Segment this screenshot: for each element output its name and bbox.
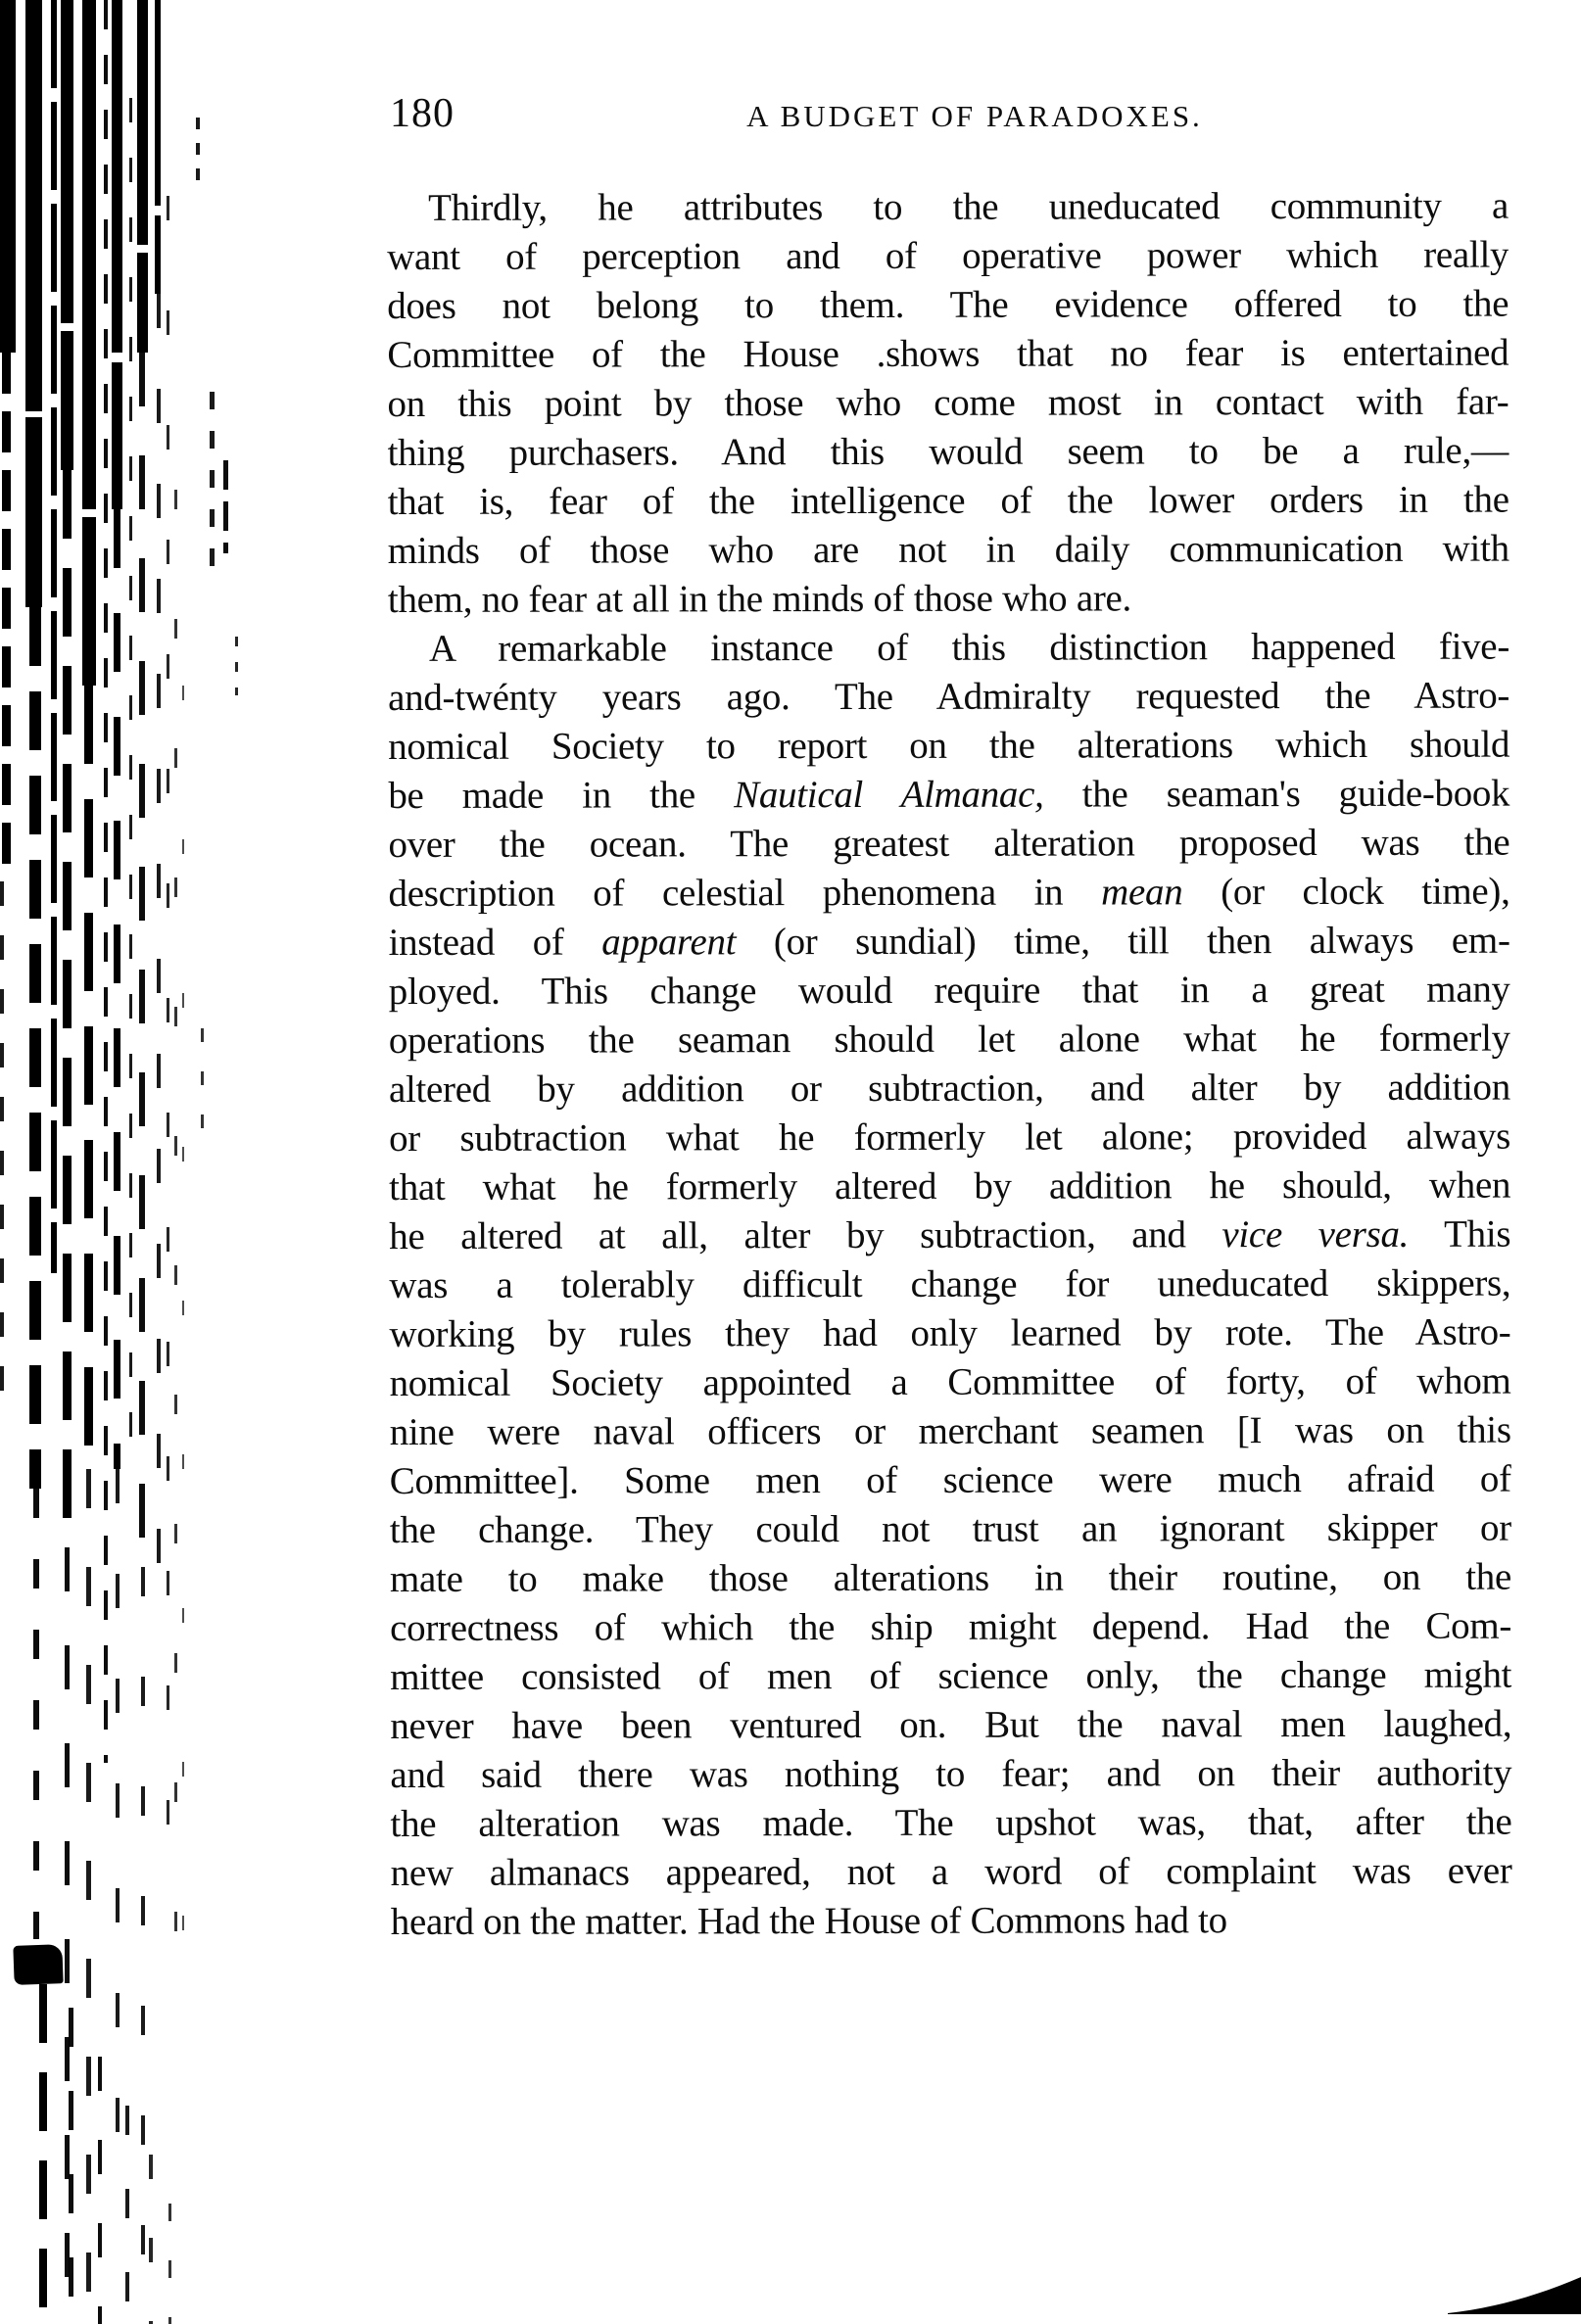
text-run: on this point by those who come most in contact with far- (387, 380, 1509, 425)
text-run: nomical Society appointed a Committee of forty, of whom (389, 1359, 1511, 1404)
text-run: new almanacs appeared, not a word of complaint was ever (390, 1849, 1512, 1894)
text-run: A remarkable instance of this distinction happened five- (428, 625, 1510, 670)
italic-text-run: vice versa. (1222, 1212, 1410, 1257)
text-run: over the ocean. The greatest alteration proposed was the (388, 821, 1510, 866)
text-run: the alteration was made. The upshot was, that, after the (390, 1800, 1512, 1845)
italic-text-run: mean (1101, 871, 1183, 914)
text-run: and said there was nothing to fear; and on their authority (390, 1751, 1512, 1796)
text-run: heard on the matter. Had the House of Commons had to (390, 1899, 1227, 1943)
text-run: want of perception and of operative power which really (387, 233, 1509, 278)
text-run: was a tolerably difficult change for uneducated skippers, (389, 1261, 1511, 1306)
text-run: thing purchasers. And this would seem to be a rule,— (387, 429, 1509, 474)
text-run: operations the seaman should let alone what he formerly (388, 1017, 1510, 1062)
text-run: description of celestial phenomena in (388, 871, 1102, 915)
text-run: nine were naval officers or merchant seamen [I was on this (389, 1408, 1511, 1453)
text-run: be made in the (388, 774, 735, 817)
text-run: that what he formerly altered by addition he should, when (389, 1163, 1511, 1209)
italic-text-run: apparent (601, 921, 737, 964)
text-run: working by rules they had only learned by rote. The Astro- (389, 1310, 1511, 1355)
text-run: does not belong to them. The evidence offered to the (387, 282, 1509, 327)
text-run: or subtraction what he formerly let alone; provided always (388, 1115, 1511, 1160)
text-run: never have been ventured on. But the naval men laughed, (390, 1702, 1512, 1747)
text-run: This (1409, 1212, 1511, 1256)
text-run: the seaman's guide-book (1043, 772, 1510, 816)
text-run: mittee consisted of men of science only, the change might (390, 1653, 1512, 1698)
text-run: that is, fear of the intelligence of the lower orders in the (387, 478, 1509, 523)
text-run: nomical Society to report on the alterations which should (388, 723, 1510, 768)
text-run: Thirdly, he attributes to the uneducated community a (428, 184, 1509, 229)
text-run: Committee]. Some men of science were much afraid of (389, 1457, 1511, 1502)
text-run: them, no fear at all in the minds of those who are. (387, 577, 1132, 621)
italic-text-run: Nautical Almanac, (734, 773, 1044, 817)
text-run: Committee of the House .shows that no fear is entertained (387, 331, 1509, 376)
text-run: the change. They could not trust an ignorant skipper or (389, 1506, 1511, 1551)
text-run: (or sundial) time, till then always em- (736, 919, 1510, 964)
text-run: ployed. This change would require that in a great many (388, 968, 1510, 1013)
text-run: altered by addition or subtraction, and alter by addition (388, 1066, 1510, 1111)
text-run: he altered at all, alter by subtraction, and (389, 1213, 1222, 1257)
page-number: 180 (390, 91, 455, 136)
text-run: minds of those who are not in daily communication with (387, 527, 1509, 572)
text-run: (or clock time), (1182, 870, 1510, 914)
text-run: instead of (388, 921, 602, 964)
running-head: A BUDGET OF PARADOXES. (746, 99, 1203, 133)
text-run: and-twénty years ago. The Admiralty requested the Astro- (388, 674, 1510, 719)
text-run: mate to make those alterations in their routine, on the (389, 1555, 1512, 1600)
text-run: correctness of which the ship might depend. Had the Com- (390, 1604, 1512, 1649)
